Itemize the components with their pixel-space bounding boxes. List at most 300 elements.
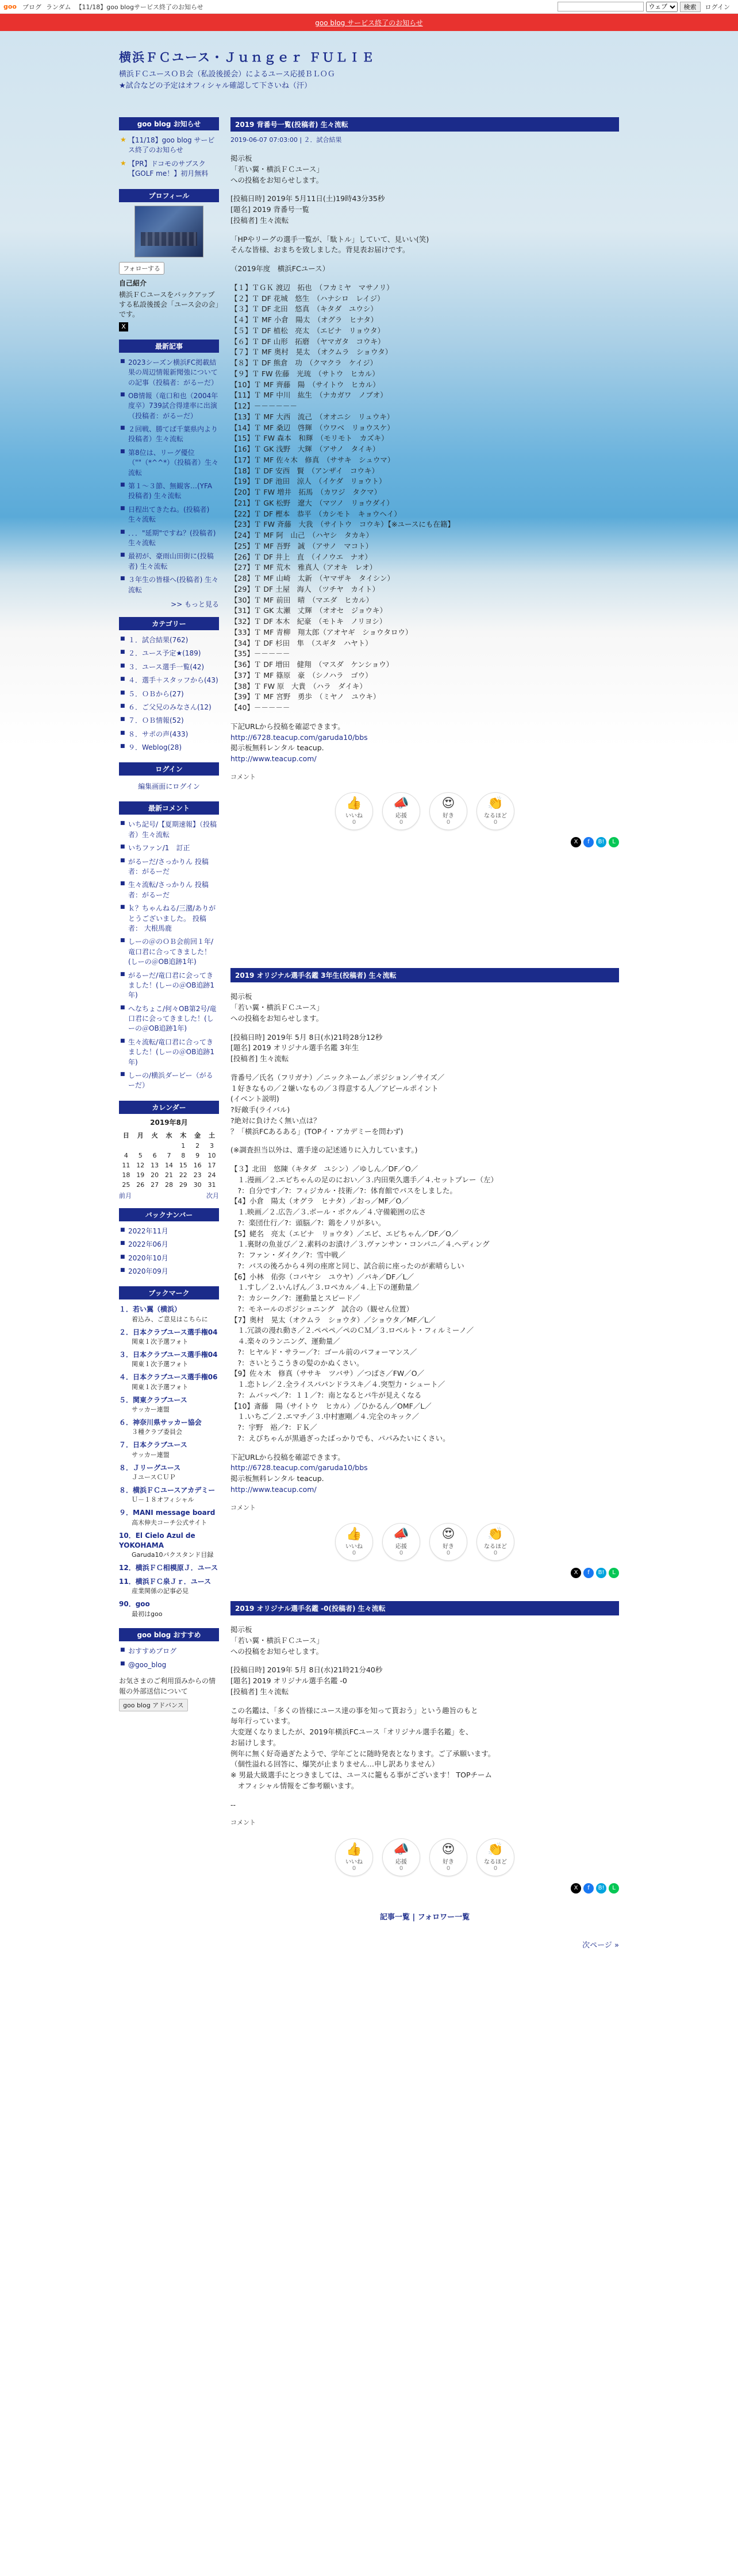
comment-label[interactable]: コメント	[230, 1503, 256, 1511]
tail-line: 下記URLから投稿を確認できます。	[230, 722, 345, 731]
calendar-day[interactable]: 19	[136, 1171, 145, 1179]
roster-line: 【24】Ｔ MF 阿 山己 （ハヤシ タカキ）	[230, 531, 373, 539]
reaction-emoji: 😍	[441, 1527, 455, 1541]
reaction-emoji: 👍	[346, 1842, 362, 1857]
category-title: カテゴリー	[119, 617, 219, 630]
search-scope-select[interactable]	[646, 2, 678, 12]
category-item[interactable]: ■ ８．サポの声(433)	[119, 728, 219, 741]
bookmark-link[interactable]: 10．El Cielo Azul de YOKOHAMA	[119, 1531, 195, 1550]
calendar-day[interactable]: 3	[210, 1142, 214, 1150]
blog-title[interactable]: 横浜ＦＣユース・Ｊｕｎｇｅｒ ＦＵＬＩＥ	[119, 51, 375, 64]
line-share-icon[interactable]: L	[609, 1883, 619, 1894]
calendar-day[interactable]: 11	[122, 1161, 130, 1169]
recommend-item[interactable]: ■ おすすめブログ	[119, 1645, 219, 1658]
reaction-button[interactable]	[382, 792, 420, 830]
reaction-label: なるほど	[484, 813, 507, 820]
roster-line: 【17】Ｔ MF 佐々木 修真 （ササキ シュウマ）	[230, 455, 395, 464]
reaction-emoji: 👏	[487, 796, 503, 811]
intro-line: への投稿をお知らせします。	[230, 175, 324, 184]
search-input[interactable]	[558, 2, 644, 11]
note-line: ?絶対に負けたく無い点は？	[230, 1116, 321, 1125]
calendar-day[interactable]: 12	[136, 1161, 145, 1169]
bookmark-desc: 関東１次予選フォト	[132, 1383, 189, 1391]
article-title[interactable]: 2019 オリジナル選手名鑑 3年生(投稿者) 生々流転	[230, 968, 619, 982]
bookmark-link[interactable]: 11．横浜ＦＣ泉Ｊｒ．ユース	[119, 1577, 212, 1586]
recent-post-item[interactable]: ■ OB情報（竜口和也（2004年度卒）739試合得達率に出演（投稿者：がるーだ）	[119, 390, 219, 423]
calendar-title: カレンダー	[119, 1101, 219, 1114]
service-end-banner-text[interactable]: goo blog サービス終了のお知らせ	[315, 18, 423, 27]
calendar-day[interactable]: 22	[179, 1171, 187, 1179]
bookmark-link[interactable]: ４．日本クラブユース選手権06	[119, 1373, 218, 1382]
calendar-day[interactable]	[119, 1141, 133, 1151]
roster-line: 【29】Ｔ DF 土屋 海人 （ツチヤ カイト）	[230, 584, 380, 593]
comment-label[interactable]: コメント	[230, 773, 256, 781]
note-line: ？「横浜FCあるある」(TOPイ・アカデミーを問わず)	[230, 1127, 403, 1136]
backnumber-item[interactable]: ■ 2020年09月	[119, 1265, 219, 1278]
bookmark-link[interactable]: ９．MANI message board	[119, 1509, 216, 1517]
article-body	[230, 992, 619, 1513]
roster-line: ?：カシーク／?：運動量とスピード／	[230, 1294, 360, 1302]
calendar-day[interactable]: 15	[179, 1161, 187, 1169]
reaction-count: 0	[446, 1550, 451, 1556]
roster-line: 【12】－－－－－－	[230, 402, 297, 410]
calendar-day[interactable]: 24	[207, 1171, 216, 1179]
comment-item[interactable]: ■ がるーだ/さっかりん 投稿者：がるーだ	[119, 855, 219, 879]
line-share-icon[interactable]: L	[609, 837, 619, 847]
note-line: （個性溢れる回答に、爆笑が止まりません…申し訳ありません）	[230, 1760, 439, 1769]
blog-description-line-2: ★試合などの予定はオフィシャル確認して下さいね（汗）	[119, 81, 312, 90]
intro-line: 「若い翼・横浜ＦＣユース」	[230, 1003, 324, 1012]
posted-line: [題名] 2019 オリジナル選手名鑑 -0	[230, 1676, 347, 1685]
article-roster	[230, 283, 619, 714]
roster-line: 【２】Ｔ DF 花城 悠生 （ハナシロ レイジ）	[230, 294, 385, 303]
calendar-day[interactable]: 5	[138, 1151, 143, 1159]
backnumber-title: バックナンバー	[119, 1208, 219, 1221]
reaction-label: 応援	[395, 813, 407, 820]
search-button[interactable]: 検索	[680, 2, 701, 12]
reaction-button[interactable]	[335, 1523, 373, 1561]
reaction-emoji: 📣	[393, 1527, 409, 1541]
category-item[interactable]: ■ ６．ご父兄のみなさん(12)	[119, 701, 219, 714]
note-line: そんな皆様、おまちを致しました。背見表お届けです。	[230, 245, 410, 254]
category-item[interactable]: ■ ３．ユース選手一覧(42)	[119, 661, 219, 674]
bookmark-link[interactable]: ８．横浜ＦＣユースアカデミー	[119, 1486, 216, 1495]
calendar-day[interactable]: 27	[151, 1181, 159, 1189]
article-tail	[230, 722, 619, 765]
calendar-box	[119, 1101, 219, 1200]
calendar-day[interactable]: 31	[207, 1181, 216, 1189]
category-item[interactable]: ■ ９．Weblog(28)	[119, 741, 219, 754]
intro-line: 掲示板	[230, 992, 252, 1001]
roster-line: 【５】Ｔ DF 植松 亮太 （エビナ リョウタ）	[230, 326, 385, 335]
profile-image	[134, 206, 203, 257]
calendar-table	[119, 1129, 219, 1190]
nav-link-notice[interactable]: 【11/18】goo blogサービス終了のお知らせ	[75, 3, 203, 11]
edit-login-link[interactable]: 編集画面にログイン	[138, 782, 200, 791]
tail-line: 下記URLから投稿を確認できます。	[230, 1452, 345, 1461]
calendar-day[interactable]	[148, 1141, 162, 1151]
line-share-icon[interactable]: L	[609, 1568, 619, 1578]
article-intro	[230, 992, 619, 1024]
hatena-share-icon[interactable]: B!	[596, 1883, 606, 1894]
roster-line: 【33】Ｔ MF 青柳 翔太郎（アオヤギ ショウタロウ）	[230, 627, 413, 637]
intro-line: 掲示板	[230, 154, 252, 163]
calendar-day[interactable]: 16	[193, 1161, 202, 1169]
note-line: 背番号／氏名（フリガナ）／ニックネーム／ポジション／サイズ／	[230, 1073, 445, 1082]
roster-line: 【４】Ｔ MF 小倉 陽太 （オグラ ヒナタ）	[230, 315, 378, 324]
recommend-item[interactable]: ■ @goo_blog	[119, 1659, 219, 1672]
recent-post-item[interactable]: ■ ２回戦、勝てば千葉県内より投稿者）生々流転	[119, 423, 219, 446]
profile-name: 自己紹介	[119, 279, 147, 287]
article-heading: (※調査担当以外は、選手達の記述通りに入力しています。)	[230, 1146, 418, 1155]
roster-line: 【5】蛯名 亮太（エビナ リョウタ）／エビ、エビちゃん／DF／O／	[230, 1229, 459, 1238]
comment-item[interactable]: ■ ｋ？ちゃんねる/三潴/ありがとうございました。 投稿者： 大根馬鹿	[119, 902, 219, 935]
article-note	[230, 1706, 619, 1792]
bookmark-link[interactable]: ６．神奈川県サッカー協会	[119, 1418, 202, 1427]
roster-line: １.すし／２.いんげん／３.ロベカル／４.上下の運動量／	[230, 1283, 420, 1292]
recommend-box	[119, 1628, 219, 1711]
hatena-share-icon[interactable]: B!	[596, 1568, 606, 1578]
next-page-link[interactable]: 次ページ »	[582, 1941, 619, 1950]
footer-links[interactable]: 記事一覧 | フォロワー一覧	[379, 1912, 470, 1922]
bookmark-item	[119, 1348, 219, 1371]
calendar-day[interactable]: 13	[151, 1161, 159, 1169]
bookmark-item	[119, 1439, 219, 1461]
calendar-weekday: 土	[209, 1131, 216, 1139]
article	[230, 117, 619, 847]
recent-post-item[interactable]: ■ 日程出てきたね。(投稿者) 生々流転	[119, 503, 219, 527]
reaction-buttons	[230, 792, 619, 830]
recent-post-item[interactable]: ■ 2023シーズン横浜FC掲載結果の周辺情報新聞強についての記事（投稿者：がるーだ）	[119, 356, 219, 390]
category-item[interactable]: ■ ２．ユース予定★(189)	[119, 647, 219, 660]
reaction-count: 0	[399, 819, 403, 826]
x-share-icon[interactable]: X	[119, 322, 128, 331]
note-line: １好きなもの／２嫌いなもの／３得意する人／アピールポイント	[230, 1083, 439, 1093]
recent-comments-title: 最新コメント	[119, 801, 219, 815]
roster-line: 【37】Ｔ MF 篠原 豪 （シノハラ ゴウ）	[230, 670, 372, 680]
posted-line: [投稿者] 生々流転	[230, 1687, 289, 1696]
reaction-count: 0	[352, 1550, 356, 1556]
main-content	[230, 117, 619, 1950]
roster-line: ?：ファン・ダイク／?：雪中戦／	[230, 1251, 346, 1259]
roster-line: 【34】Ｔ DF 杉田 隼 （スギタ ハヤト）	[230, 638, 372, 647]
x-share-icon[interactable]: X	[571, 1883, 581, 1894]
reaction-buttons	[230, 1523, 619, 1561]
comment-item[interactable]: ■ しーの/横浜ダービー（がるーだ）	[119, 1069, 219, 1093]
calendar-day[interactable]: 8	[181, 1151, 186, 1159]
recent-comments-list	[119, 818, 219, 1092]
comment-item[interactable]: ■ 生々流転/竜口君に合ってきました！(しーの＠OB追跡1年)	[119, 1036, 219, 1069]
bookmark-desc: Garuda10パクスタンド目録	[132, 1551, 214, 1559]
goo-logo[interactable]: goo	[3, 3, 17, 10]
intro-line: への投稿をお知らせします。	[230, 1013, 324, 1023]
reaction-label: 応援	[395, 1544, 407, 1550]
roster-line: １.漫画／２.エビちゃんの足のにおい／３.内田栗久選手／４.セットプレー（左）	[230, 1175, 498, 1184]
note-line: オフィシャル情報をご参考願います。	[230, 1781, 359, 1790]
notice-item[interactable]: ★ 【11/18】goo blog サービス終了のお知らせ	[119, 134, 219, 157]
backnumber-item[interactable]: ■ 2022年11月	[119, 1225, 219, 1238]
bookmark-link[interactable]: ８．Ｊリーグユース	[119, 1463, 181, 1472]
more-posts-link[interactable]: >> もっと見る	[171, 600, 219, 608]
bookmark-link[interactable]: ７．日本クラブユース	[119, 1441, 187, 1449]
roster-line: １.裏財の魚並び／２.素料のお漬け／３.ヴァンサン・コンパニ／４.ヘディング	[230, 1240, 490, 1249]
reaction-emoji: 😍	[441, 1842, 455, 1857]
article-heading: （2019年度 横浜FCユース）	[230, 264, 330, 273]
category-item[interactable]: ■ ７．ＯＢ情報(52)	[119, 714, 219, 727]
calendar-day[interactable]: 14	[164, 1161, 173, 1169]
calendar-nav	[119, 1191, 219, 1200]
login-link[interactable]: ログイン	[705, 3, 730, 11]
notice-item[interactable]: ★ 【PR】ドコモのサブスク【GOLF me！】初月無料	[119, 157, 219, 181]
blog-header	[119, 31, 619, 117]
share-buttons	[230, 837, 619, 847]
share-buttons	[230, 1568, 619, 1578]
bookmark-desc: 最初はgoo	[132, 1610, 163, 1618]
roster-line: 【13】Ｔ MF 大西 流己 （オオニシ リュウキ）	[230, 412, 394, 421]
facebook-share-icon[interactable]: f	[583, 837, 594, 847]
blog-description-line-1: 横浜ＦＣユースＯＢ会（私設後援会）によるユース応援ＢＬＯＧ	[119, 70, 335, 79]
recent-post-item[interactable]: ■ 最初が、豪雨山田街に(投稿者) 生々流転	[119, 550, 219, 573]
reaction-button[interactable]	[429, 1523, 467, 1561]
calendar-day[interactable]: 1	[181, 1142, 186, 1150]
notice-list	[119, 134, 219, 181]
reaction-emoji: 😍	[441, 796, 455, 811]
calendar-day[interactable]: 2	[195, 1142, 200, 1150]
profile-text: 横浜ＦＣユースをバックアップする私設後援会「ユース会の会」です。	[119, 290, 219, 319]
roster-line: ?：自分です／?：フィジカル・技術／?：体育館でパスをしました。	[230, 1186, 457, 1195]
bookmark-item	[119, 1461, 219, 1484]
roster-line: 【15】Ｔ FW 森本 和輝 （モリモト カズキ）	[230, 434, 389, 443]
article-title[interactable]: 2019 背番号一覧(投稿者) 生々流転	[230, 117, 619, 132]
reaction-button[interactable]	[476, 1523, 514, 1561]
note-line: (イベント説明)	[230, 1094, 279, 1104]
reaction-button[interactable]	[382, 1523, 420, 1561]
comment-label[interactable]: コメント	[230, 1819, 256, 1827]
backnumber-list	[119, 1225, 219, 1279]
nav-link-blog[interactable]: ブログ	[22, 3, 41, 11]
bookmark-desc: サッカー連盟	[132, 1406, 170, 1414]
article-title[interactable]: 2019 オリジナル選手名鑑 -0(投稿者) 生々流転	[230, 1601, 619, 1615]
comment-item[interactable]: ■ 生々流転/さっかりん 投稿者：がるーだ	[119, 878, 219, 902]
bookmark-desc: 高木伸夫コーチ公式サイト	[132, 1518, 207, 1526]
calendar-day[interactable]: 25	[122, 1181, 130, 1189]
roster-line: 【25】Ｔ MF 吾野 誠 （アサノ マコト）	[230, 541, 373, 550]
backnumber-item[interactable]: ■ 2022年06月	[119, 1238, 219, 1251]
calendar-day[interactable]: 18	[122, 1171, 130, 1179]
tail-line: 掲示板無料レンタル teacup.	[230, 743, 324, 753]
bookmark-link[interactable]: ３．日本クラブユース選手権04	[119, 1351, 218, 1359]
intro-line: への投稿をお知らせします。	[230, 1646, 324, 1656]
backnumber-item[interactable]: ■ 2020年10月	[119, 1252, 219, 1265]
calendar-day[interactable]: 23	[193, 1171, 202, 1179]
service-end-banner[interactable]	[0, 14, 738, 31]
posted-line: [投稿日時] 2019年 5月 8日(水)21時28分12秒	[230, 1032, 383, 1042]
roster-line: 【21】Ｔ GK 松野 遼大 （マツノ リョウダイ）	[230, 498, 394, 507]
bookmark-item	[119, 1326, 219, 1348]
intro-line: 「若い翼・横浜ＦＣユース」	[230, 1636, 324, 1645]
calendar-day[interactable]: 17	[207, 1161, 216, 1169]
bookmark-link[interactable]: 90．goo	[119, 1600, 150, 1609]
blog-description	[119, 69, 619, 91]
comment-item[interactable]: ■ がるーだ/竜口君に会ってきました！(しーの＠OB追跡1年)	[119, 969, 219, 1002]
roster-line: 【32】Ｔ DF 本木 紀豪 （モトキ ノリヨシ）	[230, 617, 387, 626]
article	[230, 1601, 619, 1894]
reaction-button[interactable]	[476, 792, 514, 830]
recent-posts-list	[119, 356, 219, 597]
recent-post-item[interactable]: ■ 第8位は、リーグ優位（""（*^^*）（投稿者）生々流転	[119, 446, 219, 480]
bookmark-item	[119, 1575, 219, 1598]
bookmark-item	[119, 1394, 219, 1416]
article	[230, 968, 619, 1578]
reaction-label: 好き	[443, 1544, 454, 1550]
roster-line: ?：えびちゃんが黒過ぎったばっかりでも、パパみたいにくさい。	[230, 1433, 450, 1443]
notice-box	[119, 117, 219, 181]
reaction-count: 0	[399, 1865, 403, 1872]
calendar-next[interactable]: 次月	[206, 1191, 219, 1200]
bookmark-link[interactable]: ５．関東クラブユース	[119, 1395, 187, 1404]
bookmark-item	[119, 1561, 219, 1575]
reaction-emoji: 👏	[487, 1842, 503, 1857]
article-roster	[230, 1164, 619, 1444]
reaction-emoji: 📣	[393, 796, 409, 811]
recent-post-item[interactable]: ■ ．．．"延期"ですね？(投稿者)生々流転	[119, 527, 219, 550]
tail-line: --	[230, 1800, 236, 1809]
hatena-share-icon[interactable]: B!	[596, 837, 606, 847]
roster-line: 【30】Ｔ MF 前田 晴 （マエダ ヒカル）	[230, 595, 374, 604]
calendar-day[interactable]: 6	[152, 1151, 157, 1159]
follow-button[interactable]: フォローする	[119, 262, 164, 275]
roster-line: 【１】ＴＧＫ 渡辺 拓也 （フカミヤ マサノリ）	[230, 283, 394, 292]
facebook-share-icon[interactable]: f	[583, 1883, 594, 1894]
article-posted	[230, 1665, 619, 1697]
reaction-label: なるほど	[484, 1858, 507, 1865]
calendar-prev[interactable]: 前月	[119, 1191, 132, 1200]
reaction-label: いいね	[345, 1544, 363, 1550]
bookmark-item	[119, 1506, 219, 1529]
roster-line: 【22】Ｔ DF 樫本 恭平 （カシモト キョウヘイ）	[230, 509, 401, 518]
comment-item[interactable]: ■ へなちょこ/何々OB第2号/竜口君に会ってきました！(しーの＠OB追跡1年)	[119, 1002, 219, 1036]
reaction-button[interactable]	[335, 792, 373, 830]
roster-line: 【９】Ｔ FW 佐藤 光琉 （サトウ ヒカル）	[230, 369, 379, 378]
reaction-button[interactable]	[476, 1838, 514, 1876]
roster-line: 【23】Ｔ FW 斉藤 大我 （サイトウ コウキ）【※ユースにも在籍】	[230, 520, 455, 529]
calendar-day[interactable]: 20	[151, 1171, 159, 1179]
roster-line: 【27】Ｔ MF 荒木 雅真人（アオキ レオ）	[230, 563, 377, 572]
bookmark-box	[119, 1286, 219, 1620]
reaction-button[interactable]	[429, 1838, 467, 1876]
nav-link-random[interactable]: ランダム	[46, 3, 71, 11]
calendar-day[interactable]: 10	[207, 1151, 216, 1159]
calendar-day[interactable]: 26	[136, 1181, 145, 1189]
category-item[interactable]: ■ １．試合結果(762)	[119, 634, 219, 647]
bookmark-desc: Ｕ－１８オフィシャル	[132, 1496, 194, 1504]
calendar-day[interactable]	[133, 1141, 148, 1151]
reaction-emoji: 👍	[346, 1527, 362, 1541]
article-tail	[230, 1452, 619, 1495]
category-item[interactable]: ■ ５．ＯＢから(27)	[119, 688, 219, 701]
columns	[119, 117, 619, 1950]
calendar-weekday: 木	[180, 1131, 187, 1139]
roster-line: ?：楽団仕行／?：頭脳／?：鶏をノリが多い。	[230, 1218, 386, 1227]
goo-advance-button[interactable]: goo blog アドバンス	[119, 1699, 188, 1711]
roster-line: 【８】Ｔ DF 熊倉 功 （クマクラ ケイジ）	[230, 358, 378, 367]
comment-item[interactable]: ■ いち記号/【夏期速報】（投稿者）生々流転	[119, 818, 219, 842]
profile-box	[119, 189, 219, 331]
facebook-share-icon[interactable]: f	[583, 1568, 594, 1578]
bookmark-link[interactable]: 12．横浜ＦＣ相模原Ｊ．ユース	[119, 1564, 218, 1572]
comment-item[interactable]: ■ しーの＠のＯＢ会前回１年/竜口君に合ってきました！(しーの＠OB追跡1年)	[119, 935, 219, 969]
calendar-day[interactable]: 29	[179, 1181, 187, 1189]
posted-line: [投稿者] 生々流転	[230, 1054, 289, 1063]
recent-post-item[interactable]: ■ 第１〜３節、無観客…(YFA投稿者) 生々流転	[119, 480, 219, 503]
article-meta[interactable]: 2019-06-07 07:03:00 | ２．試合結果	[230, 136, 342, 144]
category-item[interactable]: ■ ４．選手＋スタッフから(43)	[119, 674, 219, 687]
calendar-day[interactable]	[162, 1141, 176, 1151]
roster-line: ?：さいとうこうきの髪のかぬくさい。	[230, 1358, 364, 1367]
reaction-label: いいね	[345, 1858, 363, 1865]
roster-line: 【38】Ｔ FW 原 大貴 （ハラ ダイキ）	[230, 681, 367, 691]
category-list	[119, 634, 219, 755]
reaction-label: いいね	[345, 813, 363, 820]
recommend-note[interactable]: お気さまのご利用頂みからの情報の外部送信について	[119, 1677, 216, 1695]
roster-line: 【4】小倉 陽太（オグラ ヒナタ）／おっ／MF／O／	[230, 1197, 409, 1206]
tail-line[interactable]: http://www.teacup.com/	[230, 1484, 317, 1494]
reaction-button[interactable]	[382, 1838, 420, 1876]
recent-comments-box	[119, 801, 219, 1092]
article-body	[230, 153, 619, 782]
posted-line: [投稿日時] 2019年 5月 8日(水)21時21分40秒	[230, 1665, 383, 1675]
backnumber-box	[119, 1208, 219, 1279]
note-line: 毎年行っています。	[230, 1717, 295, 1726]
roster-line: 【39】Ｔ MF 宮野 勇歩 （ミヤノ ユウキ）	[230, 692, 380, 701]
calendar-day[interactable]: 30	[193, 1181, 202, 1189]
calendar-day[interactable]: 7	[167, 1151, 171, 1159]
recommend-title: goo blog おすすめ	[119, 1628, 219, 1641]
tail-line[interactable]: http://6728.teacup.com/garuda10/bbs	[230, 732, 368, 742]
roster-line: １.恋トレ／２.全ライスパパンドラスキ／４.突型力・シュート／	[230, 1380, 445, 1389]
profile-title: プロフィール	[119, 189, 219, 202]
x-share-icon[interactable]: X	[571, 1568, 581, 1578]
roster-line: 【18】Ｔ DF 安西 賢 （アンザイ コウキ）	[230, 466, 379, 475]
article-note	[230, 1073, 619, 1137]
bookmark-link[interactable]: ２．日本クラブユース選手権04	[119, 1328, 218, 1336]
calendar-day[interactable]: 21	[164, 1171, 173, 1179]
reaction-button[interactable]	[429, 792, 467, 830]
login-box	[119, 762, 219, 793]
roster-line: 【16】Ｔ GK 浅野 大輝 （アサノ タイキ）	[230, 445, 380, 453]
roster-line: 【40】－－－－－	[230, 703, 290, 712]
roster-line: 【３】Ｔ DF 北田 悠真 （キタダ ユウシ）	[230, 304, 378, 314]
reaction-label: 好き	[443, 1858, 454, 1865]
roster-line: ?：ヒヤルド・サラー／?：ゴール前のパフォーマンス／	[230, 1347, 417, 1356]
roster-line: 【6】小林 佑弥（コバヤシ ユウヤ）／パキ／DF／L／	[230, 1272, 414, 1281]
tail-line[interactable]: http://6728.teacup.com/garuda10/bbs	[230, 1463, 368, 1472]
calendar-day[interactable]: 4	[124, 1151, 128, 1159]
posted-line: [題名] 2019 オリジナル選手名鑑 3年生	[230, 1043, 359, 1052]
note-line: 大変遅くなりましたが、2019年横浜FCユース「オリジナル選手名鑑」を、	[230, 1727, 473, 1736]
reaction-button[interactable]	[335, 1838, 373, 1876]
bookmark-item	[119, 1598, 219, 1620]
calendar-day[interactable]: 9	[195, 1151, 200, 1159]
bookmark-link[interactable]: １．若い翼（横浜）	[119, 1305, 182, 1314]
tail-line[interactable]: http://www.teacup.com/	[230, 754, 317, 763]
recent-post-item[interactable]: ■ ３年生の皆様へ(投稿者) 生々流転	[119, 573, 219, 597]
share-buttons	[230, 1883, 619, 1894]
x-share-icon[interactable]: X	[571, 837, 581, 847]
comment-item[interactable]: ■ いちファン/1 訂正	[119, 842, 219, 855]
calendar-day[interactable]: 28	[164, 1181, 173, 1189]
calendar-weekday: 日	[122, 1131, 129, 1139]
